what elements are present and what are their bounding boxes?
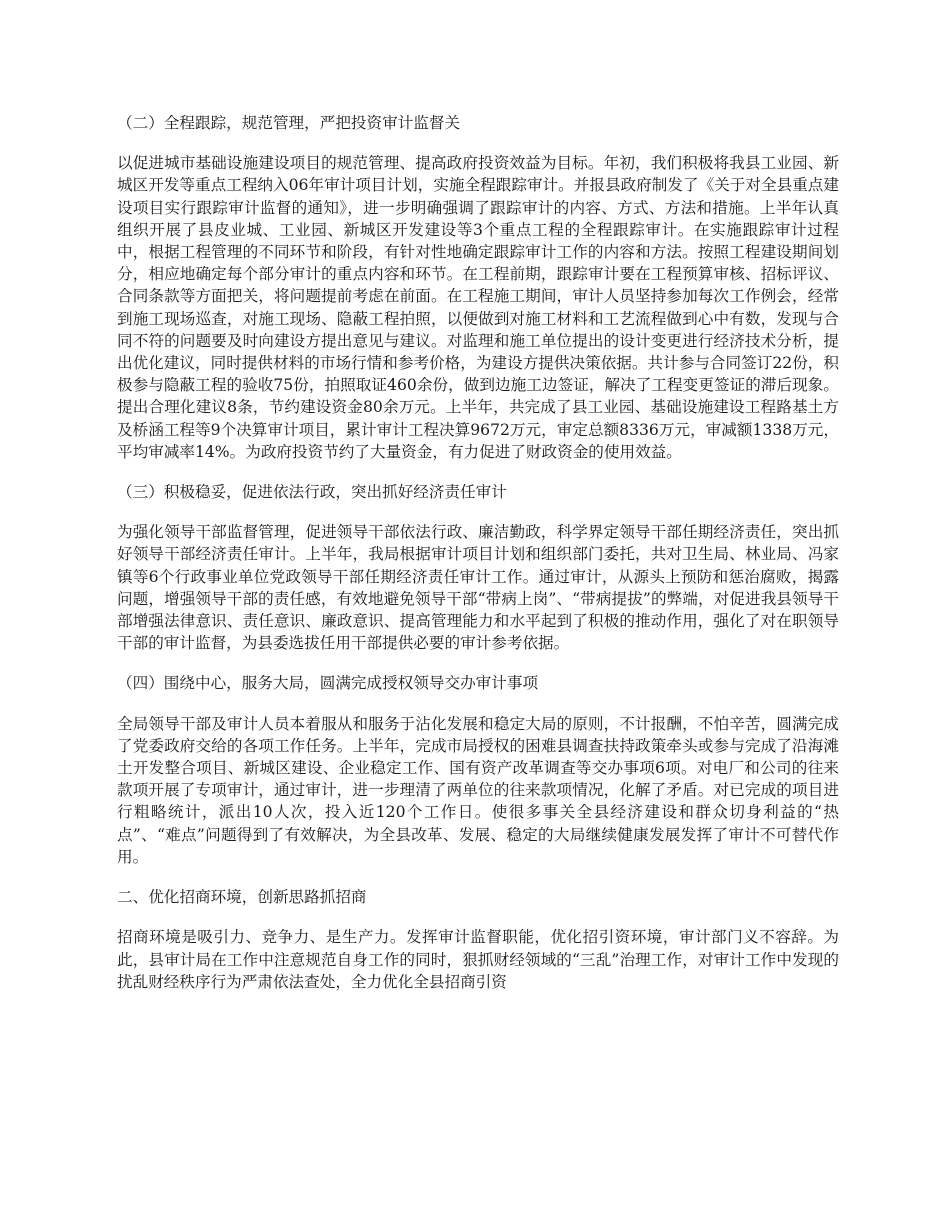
section-heading: 二、优化招商环境，创新思路抓招商 [117,888,367,907]
section-fuwudaju [117,672,839,868]
section-heading: （四）围绕中心，服务大局，圆满完成授权领导交办审计事项 [117,674,539,693]
section-paragraph: 以促进城市基础设施建设项目的规范管理、提高政府投资效益为目标。年初，我们积极将我县工业园、新城区开发等重点工程纳入06年审计项目计划，实施全程跟踪审计。并报县政府制发了《关于对全县重点建设项目实行跟踪审计监督的通知》，进一步明确强调了跟踪审计的内容、方式、方法和措施。上半年认真组织开展了县皮业城、工业园、新城区开发建设等3个重点工程的全程跟踪审计。在实施跟踪审计过程中，根据工程管理的不同环节和阶段，有针对性地确定跟踪审计工作的内容和方法。按照工程建设期间划分，相应地确定每个部分审计的重点内容和环节。在工程前期，跟踪审计要在工程预算审核、招标评议、合同条款等方面把关，将问题提前考虑在前面。在工程施工期间，审计人员坚持参加每次工作例会，经常到施工现场巡查，对施工现场、隐蔽工程拍照，以便做到对施工材料和工艺流程做到心中有数，发现与合同不符的问题要及时向建设方提出意见与建议。对监理和施工单位提出的设计变更进行经济技术分析，提出优化建议，同时提供材料的市场行情和参考价格，为建设方提供决策依据。共计参与合同签订22份，积极参与隐蔽工程的验收75份，拍照取证460余份，做到边施工边签证，解决了工程变更签证的滞后现象。提出合理化建议8条，节约建设资金80余万元。上半年，共完成了县工业园、基础设施建设工程路基土方及桥涵工程等9个决算审计项目，累计审计工程决算9672万元，审定总额8336万元，审减额1338万元，平均审减率14%。为政府投资节约了大量资金，有力促进了财政资金的使用效益。 [117,154,839,461]
section-jingjizeren [117,481,839,654]
section-paragraph: 为强化领导干部监督管理，促进领导干部依法行政、廉洁勤政，科学界定领导干部任期经济责任，突出抓好领导干部经济责任审计。上半年，我局根据审计项目计划和组织部门委托，共对卫生局、林业局、冯家镇等6个行政事业单位党政领导干部任期经济责任审计工作。通过审计，从源头上预防和惩治腐败，揭露问题，增强领导干部的责任感，有效地避免领导干部“带病上岗”、“带病提拔”的弊端，对促进我县领导干部增强法律意识、责任意识、廉政意识、提高管理能力和水平起到了积极的推动作用，强化了对在职领导干部的审计监督，为县委选拔任用干部提供必要的审计参考依据。 [117,523,839,653]
section-paragraph: 全局领导干部及审计人员本着服从和服务于沾化发展和稳定大局的原则，不计报酬，不怕辛苦，圆满完成了党委政府交给的各项工作任务。上半年，完成市局授权的困难县调查扶持政策牵头或参与完成了沿海滩土开发整合项目、新城区建设、企业稳定工作、国有资产改革调查等交办事项6项。对电厂和公司的往来款项开展了专项审计，通过审计，进一步理清了两单位的往来款项情况，化解了矛盾。对已完成的项目进行粗略统计，派出10人次，投入近120个工作日。使很多事关全县经济建设和群众切身利益的“热点”、“难点”问题得到了有效解决，为全县改革、发展、稳定的大局继续健康发展发挥了审计不可替代作用。 [117,714,840,866]
section-heading: （二）全程跟踪，规范管理，严把投资审计监督关 [117,114,461,132]
section-quanchenggenzong [117,112,839,463]
document-page [117,112,839,1011]
section-paragraph: 招商环境是吸引力、竞争力、是生产力。发挥审计监督职能，优化招引资环境，审计部门义不容辞。为此，县审计局在工作中注意规范自身工作的同时，狠抓财经领域的“三乱”治理工作，对审计工作中发现的扰乱财经秩序行为严肃依法查处，全力优化全县招商引资 [117,928,839,991]
section-heading: （三）积极稳妥，促进依法行政，突出抓好经济责任审计 [117,483,507,502]
section-zhaoshang [117,886,839,993]
